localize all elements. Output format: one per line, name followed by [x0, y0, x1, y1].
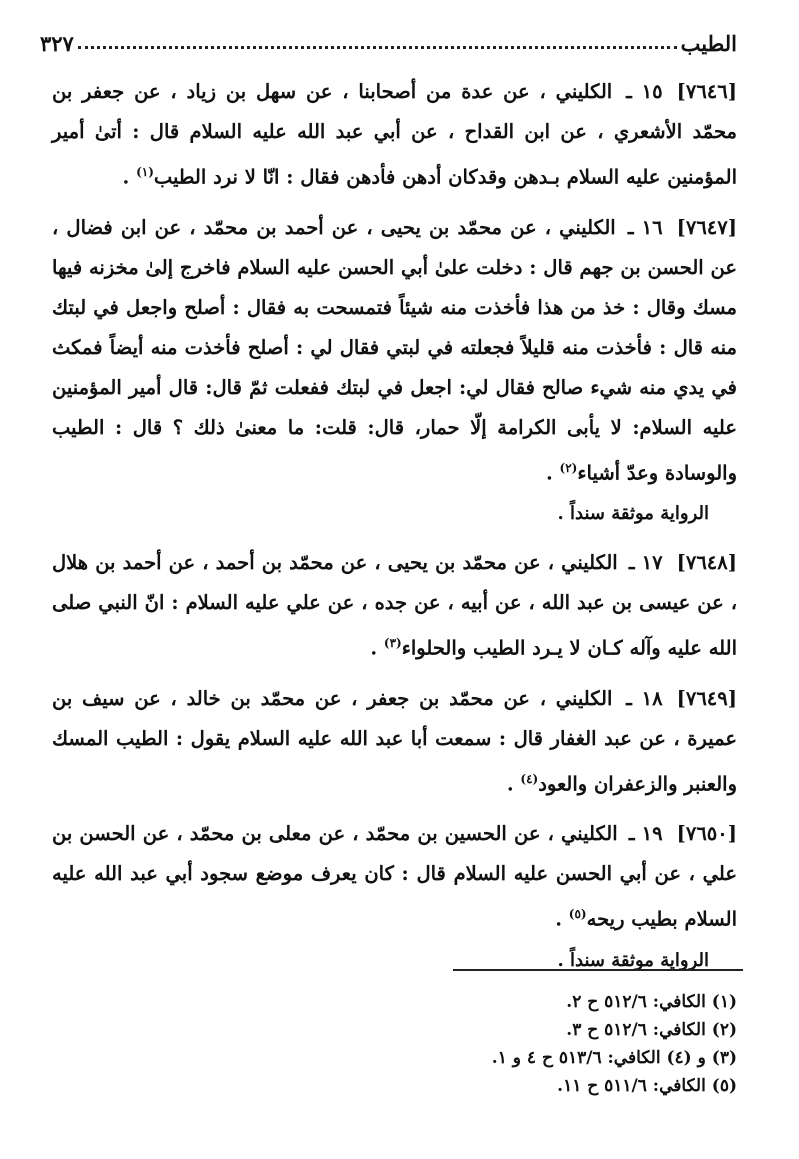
hadith-number: ١٥ ـ [626, 80, 663, 103]
hadith-text: الكليني ، عن محمّد بن يحيى ، عن أحمد بن محمّد ، عن ابن فضال ، عن الحسن بن جهم قال : دخلت علىٰ أبي الحسن عليه السلام فاخرج إلىٰ مخزنه فيها مسك وقال : خذ من هذا فأخذت منه شيئاً فتمسحت به فقال : أصلح واجعل في لبتك منه قال : فأخذت منه قليلاً فجعلته في لبتي فقال لي : أصلح فأخذت منه أيضاً فمكث في يدي منه شيء صالح فقال لي: اجعل في لبتك ففعلت ثمّ قال: قال أمير المؤمنين عليه السلام: لا يأبى الكرامة إلّا حمار، قال: قلت: ما معنىٰ ذلك ؟ قال : الطيب والوسادة وعدّ أشياء [52, 215, 737, 484]
end-period: . [370, 636, 384, 660]
hadith-text-block [52, 814, 737, 940]
end-period: . [122, 165, 137, 189]
hadith-id: [٧٦٤٧] [676, 215, 737, 239]
end-period: . [545, 461, 560, 484]
footnote-ref: (٢) [559, 460, 578, 475]
footnote-ref: (١) [136, 165, 154, 179]
hadith-entry [52, 208, 737, 534]
page-header [40, 22, 737, 56]
hadith-note: الرواية موثقة سنداً . [557, 949, 709, 971]
hadith-note: الرواية موثقة سنداً . [557, 503, 709, 524]
hadith-text: الكليني ، عن عدة من أصحابنا ، عن سهل بن زياد ، عن جعفر بن محمّد الأشعري ، عن ابن القداح ، عن أبي عبد الله عليه السلام قال : أتىٰ أمير المؤمنين عليه السلام بـدهن وقدكان أدهن فأدهن فقال : انّا لا نرد الطيب [52, 80, 737, 189]
hadith-text-block [52, 208, 737, 494]
hadith-text-block [52, 543, 737, 669]
footnote: (٣) و (٤) الكافي: ٥١٣/٦ ح ٤ و ١. [491, 1048, 737, 1068]
header-leader-dots [78, 46, 677, 49]
hadith-number: ١٩ ـ [628, 822, 663, 845]
hadith-id: [٧٦٤٦] [676, 80, 737, 103]
hadith-id: [٧٦٤٨] [676, 551, 737, 574]
end-period: . [555, 907, 569, 931]
hadith-number: ١٧ ـ [628, 551, 663, 574]
footnote: (٥) الكافي: ٥١١/٦ ح ١١. [557, 1076, 737, 1096]
hadith-text: الكليني ، عن الحسين بن محمّد ، عن معلى بن محمّد ، عن الحسن بن علي ، عن أبي الحسن عليه السلام قال : كان يعرف موضع سجود أبي عبد الله عليه السلام بطيب ريحه [52, 822, 737, 931]
hadith-id: [٧٦٤٩] [676, 686, 737, 710]
hadith-number: ١٦ ـ [627, 215, 663, 239]
footnote-divider [453, 969, 743, 971]
page-number: ٣٢٧ [40, 31, 74, 56]
footnotes [52, 988, 737, 1100]
hadith-id: [٧٦٥٠] [676, 822, 737, 845]
hadith-text: الكليني ، عن محمّد بن جعفر ، عن محمّد بن خالد ، عن سيف بن عميرة ، عن عبد الغفار قال : سمعت أبا عبد الله عليه السلام يقول : الطيب المسك والعنبر والزعفران والعود [52, 686, 737, 795]
end-period: . [506, 772, 521, 795]
hadith-number: ١٨ ـ [626, 686, 663, 710]
footnote: (١) الكافي: ٥١٢/٦ ح ٢. [566, 992, 737, 1012]
footnote: (٢) الكافي: ٥١٢/٦ ح ٣. [566, 1020, 737, 1040]
hadith-text: الكليني ، عن محمّد بن يحيى ، عن محمّد بن أحمد ، عن أحمد بن هلال ، عن عيسى بن عبد الله ، عن أبيه ، عن جده ، عن علي عليه السلام : انّ النبي صلى الله عليه وآله كـان لا يـرد الطيب والحلواء [52, 551, 737, 660]
hadith-entry [52, 679, 737, 805]
header-title: الطيب [680, 31, 737, 56]
footnote-ref: (٥) [568, 907, 587, 921]
hadith-text-block [52, 679, 737, 805]
hadith-entry [52, 814, 737, 980]
footnote-ref: (٣) [383, 636, 402, 650]
hadith-entry [52, 72, 737, 198]
page-body [52, 72, 737, 990]
hadith-entry [52, 543, 737, 669]
hadith-text-block [52, 72, 737, 198]
footnote-ref: (٤) [520, 771, 539, 786]
